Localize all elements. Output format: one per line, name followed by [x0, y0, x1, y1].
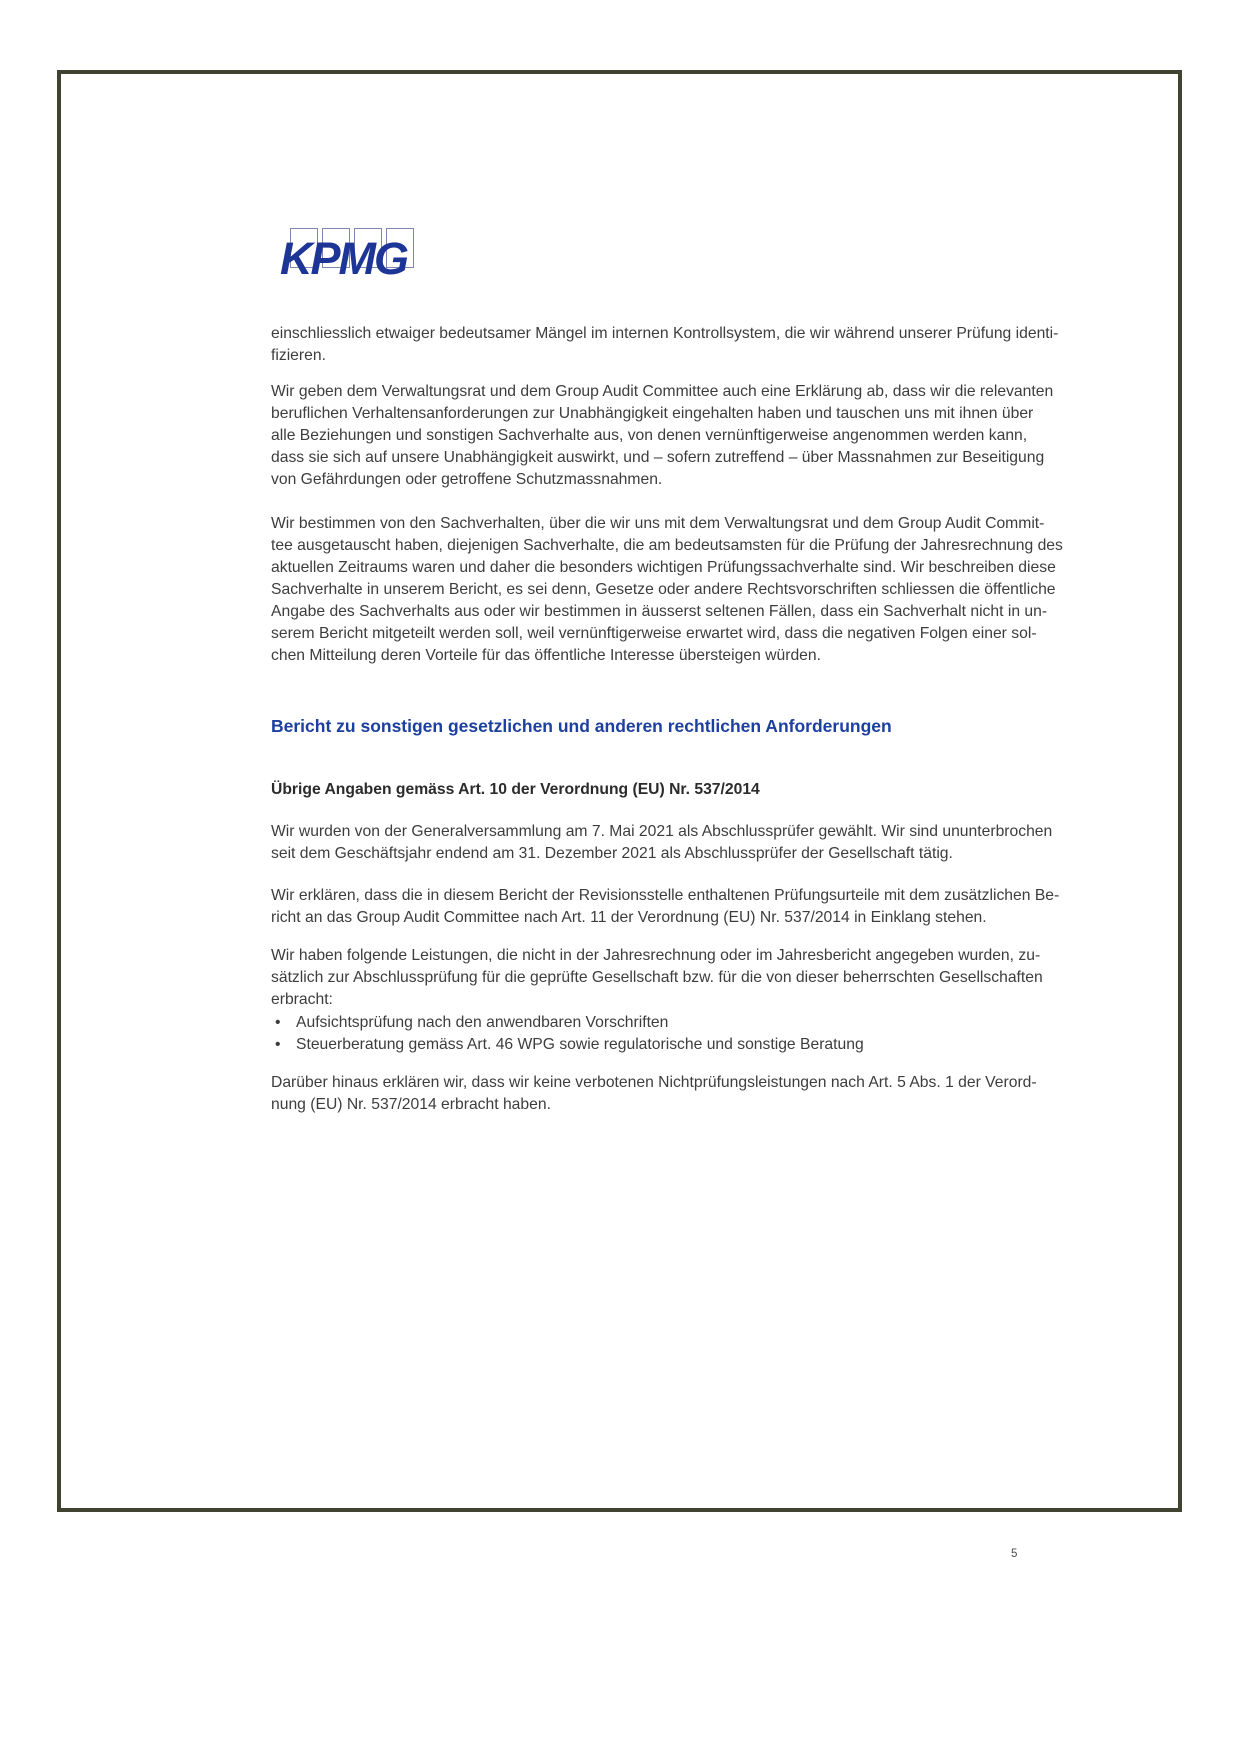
text-line: serem Bericht mitgeteilt werden soll, weil vernünftigerweise erwartet wird, dass die negativen Folgen einer sol- [271, 625, 1037, 642]
text-line: Wir haben folgende Leistungen, die nicht in der Jahresrechnung oder im Jahresbericht angegeben wurden, zu- [271, 947, 1041, 964]
text-line: von Gefährdungen oder getroffene Schutzmassnahmen. [271, 471, 663, 488]
text-line: Sachverhalte in unserem Bericht, es sei denn, Gesetze oder andere Rechtsvorschriften schliessen die öffentliche [271, 581, 1056, 598]
text-line: tee ausgetauscht haben, diejenigen Sachverhalte, die am bedeutsamsten für die Prüfung der Jahresrechnung des [271, 537, 1063, 554]
text-line: einschliesslich etwaiger bedeutsamer Mängel im internen Kontrollsystem, die wir während unserer Prüfung identi- [271, 325, 1059, 342]
text-line: sätzlich zur Abschlussprüfung für die geprüfte Gesellschaft bzw. für die von dieser beherrschten Gesellschaften [271, 969, 1043, 986]
paragraph [271, 821, 1151, 865]
bullet-dot-icon: • [275, 1014, 281, 1031]
text-line: Angabe des Sachverhalts aus oder wir bestimmen in äusserst seltenen Fällen, dass ein Sachverhalt nicht in un- [271, 603, 1048, 620]
text-line: Wir wurden von der Generalversammlung am 7. Mai 2021 als Abschlussprüfer gewählt. Wir sind ununterbrochen [271, 823, 1053, 840]
text-line: aktuellen Zeitraums waren und daher die besonders wichtigen Prüfungssachverhalte sind. Wir beschreiben diese [271, 559, 1056, 576]
subsection-heading: Übrige Angaben gemäss Art. 10 der Verordnung (EU) Nr. 537/2014 [271, 781, 760, 798]
paragraph [271, 945, 1151, 1011]
paragraph [271, 885, 1151, 929]
text-line: richt an das Group Audit Committee nach Art. 11 der Verordnung (EU) Nr. 537/2014 in Einklang stehen. [271, 909, 987, 926]
kpmg-logo-text: KPMG [280, 233, 407, 284]
bullet-item [271, 1034, 1151, 1056]
paragraph [271, 1072, 1151, 1116]
text-line: erbracht: [271, 991, 333, 1008]
text-line: alle Beziehungen und sonstigen Sachverhalte aus, von denen vernünftigerweise angenommen werden kann, [271, 427, 1028, 444]
kpmg-logo [280, 228, 443, 292]
bullet-dot-icon: • [275, 1036, 281, 1053]
paragraph [271, 323, 1151, 367]
paragraph [271, 513, 1151, 667]
text-line: nung (EU) Nr. 537/2014 erbracht haben. [271, 1096, 551, 1113]
content [271, 323, 1151, 1116]
text-line: Darüber hinaus erklären wir, dass wir keine verbotenen Nichtprüfungsleistungen nach Art. 5 Abs. 1 der Verord- [271, 1074, 1037, 1091]
text-line: seit dem Geschäftsjahr endend am 31. Dezember 2021 als Abschlussprüfer der Gesellschaft tätig. [271, 845, 953, 862]
paragraph [271, 381, 1151, 491]
text-line: dass sie sich auf unsere Unabhängigkeit auswirkt, und – sofern zutreffend – über Massnahmen zur Beseitigung [271, 449, 1045, 466]
text-line: chen Mitteilung deren Vorteile für das öffentliche Interesse übersteigen würden. [271, 647, 821, 664]
bullet-text: Aufsichtsprüfung nach den anwendbaren Vorschriften [296, 1014, 669, 1031]
text-line: Wir bestimmen von den Sachverhalten, über die wir uns mit dem Verwaltungsrat und dem Group Audit Commit- [271, 515, 1045, 532]
bullet-item [271, 1012, 1151, 1034]
bullet-text: Steuerberatung gemäss Art. 46 WPG sowie regulatorische und sonstige Beratung [296, 1036, 864, 1053]
bullet-list [271, 1012, 1151, 1056]
text-line: Wir erklären, dass die in diesem Bericht der Revisionsstelle enthaltenen Prüfungsurteile mit dem zusätzlichen Be- [271, 887, 1060, 904]
text-line: Wir geben dem Verwaltungsrat und dem Group Audit Committee auch eine Erklärung ab, dass wir die relevanten [271, 383, 1054, 400]
page-number: 5 [1011, 1548, 1018, 1560]
text-line: beruflichen Verhaltensanforderungen zur Unabhängigkeit eingehalten haben und tauschen uns mit ihnen über [271, 405, 1034, 422]
section-heading: Bericht zu sonstigen gesetzlichen und anderen rechtlichen Anforderungen [271, 716, 892, 736]
text-line: fizieren. [271, 347, 326, 364]
page-frame [57, 70, 1182, 1560]
